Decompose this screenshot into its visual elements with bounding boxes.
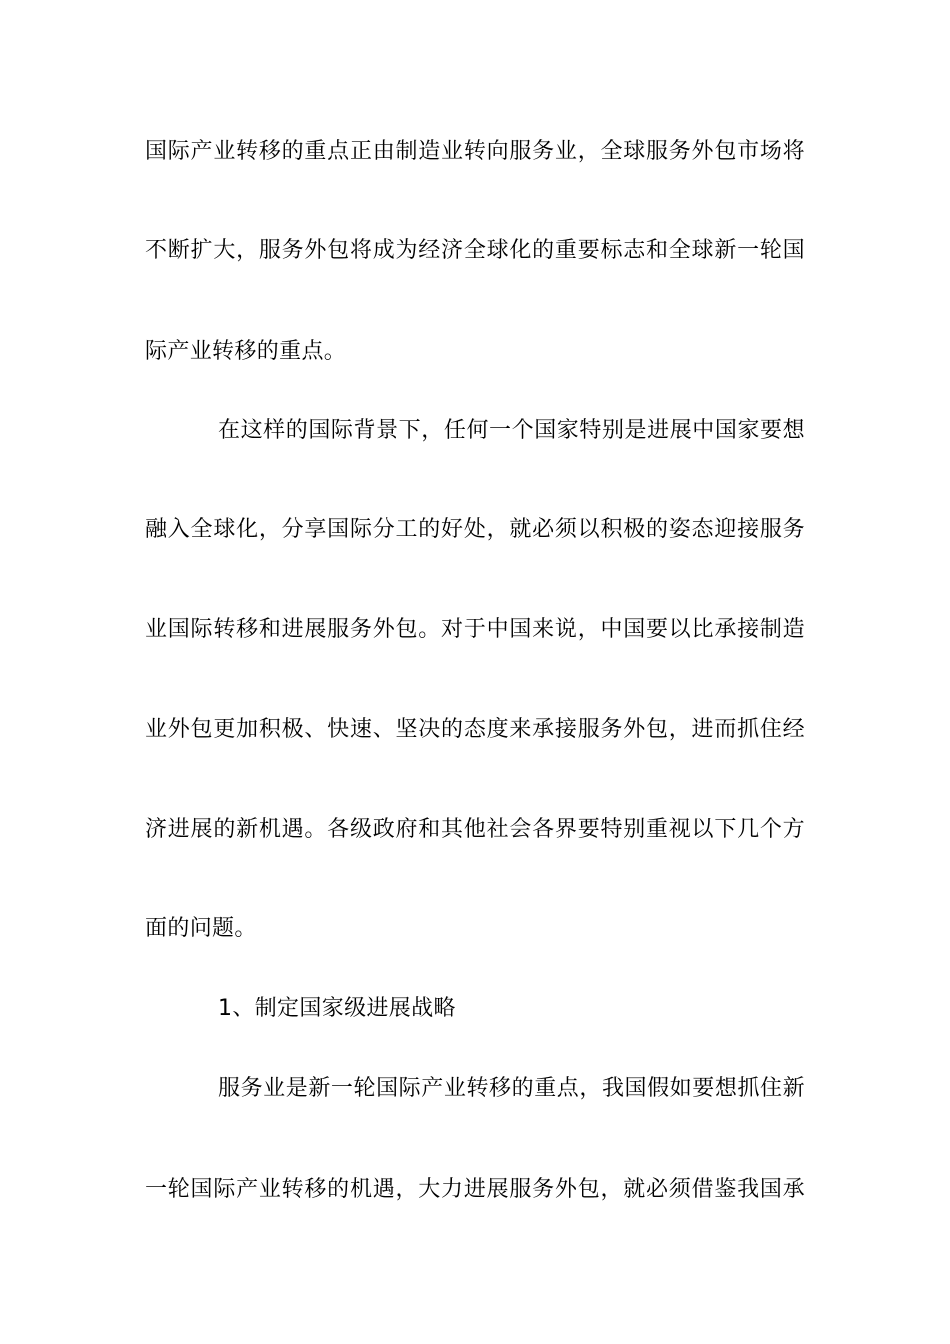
paragraph-1-line-2: 不断扩大，服务外包将成为经济全球化的重要标志和全球新一轮国 — [145, 238, 805, 263]
section-heading: 1、制定国家级进展战略 — [218, 996, 456, 1021]
paragraph-2-line-5: 济进展的新机遇。各级政府和其他社会各界要特别重视以下几个方 — [145, 817, 805, 842]
paragraph-2-line-1: 在这样的国际背景下，任何一个国家特别是进展中国家要想 — [218, 418, 805, 443]
paragraph-2-line-2: 融入全球化，分享国际分工的好处，就必须以积极的姿态迎接服务 — [145, 517, 805, 542]
paragraph-1-line-1: 国际产业转移的重点正由制造业转向服务业，全球服务外包市场将 — [145, 139, 805, 164]
paragraph-1-line-3: 际产业转移的重点。 — [145, 339, 347, 364]
paragraph-3-line-1: 服务业是新一轮国际产业转移的重点，我国假如要想抓住新 — [218, 1076, 805, 1101]
paragraph-2-line-3: 业国际转移和进展服务外包。对于中国来说，中国要以比承接制造 — [145, 617, 805, 642]
paragraph-2-line-6: 面的问题。 — [145, 916, 257, 941]
paragraph-2-line-4: 业外包更加积极、快速、坚决的态度来承接服务外包，进而抓住经 — [145, 717, 805, 742]
paragraph-3-line-2: 一轮国际产业转移的机遇，大力进展服务外包，就必须借鉴我国承 — [145, 1177, 805, 1202]
